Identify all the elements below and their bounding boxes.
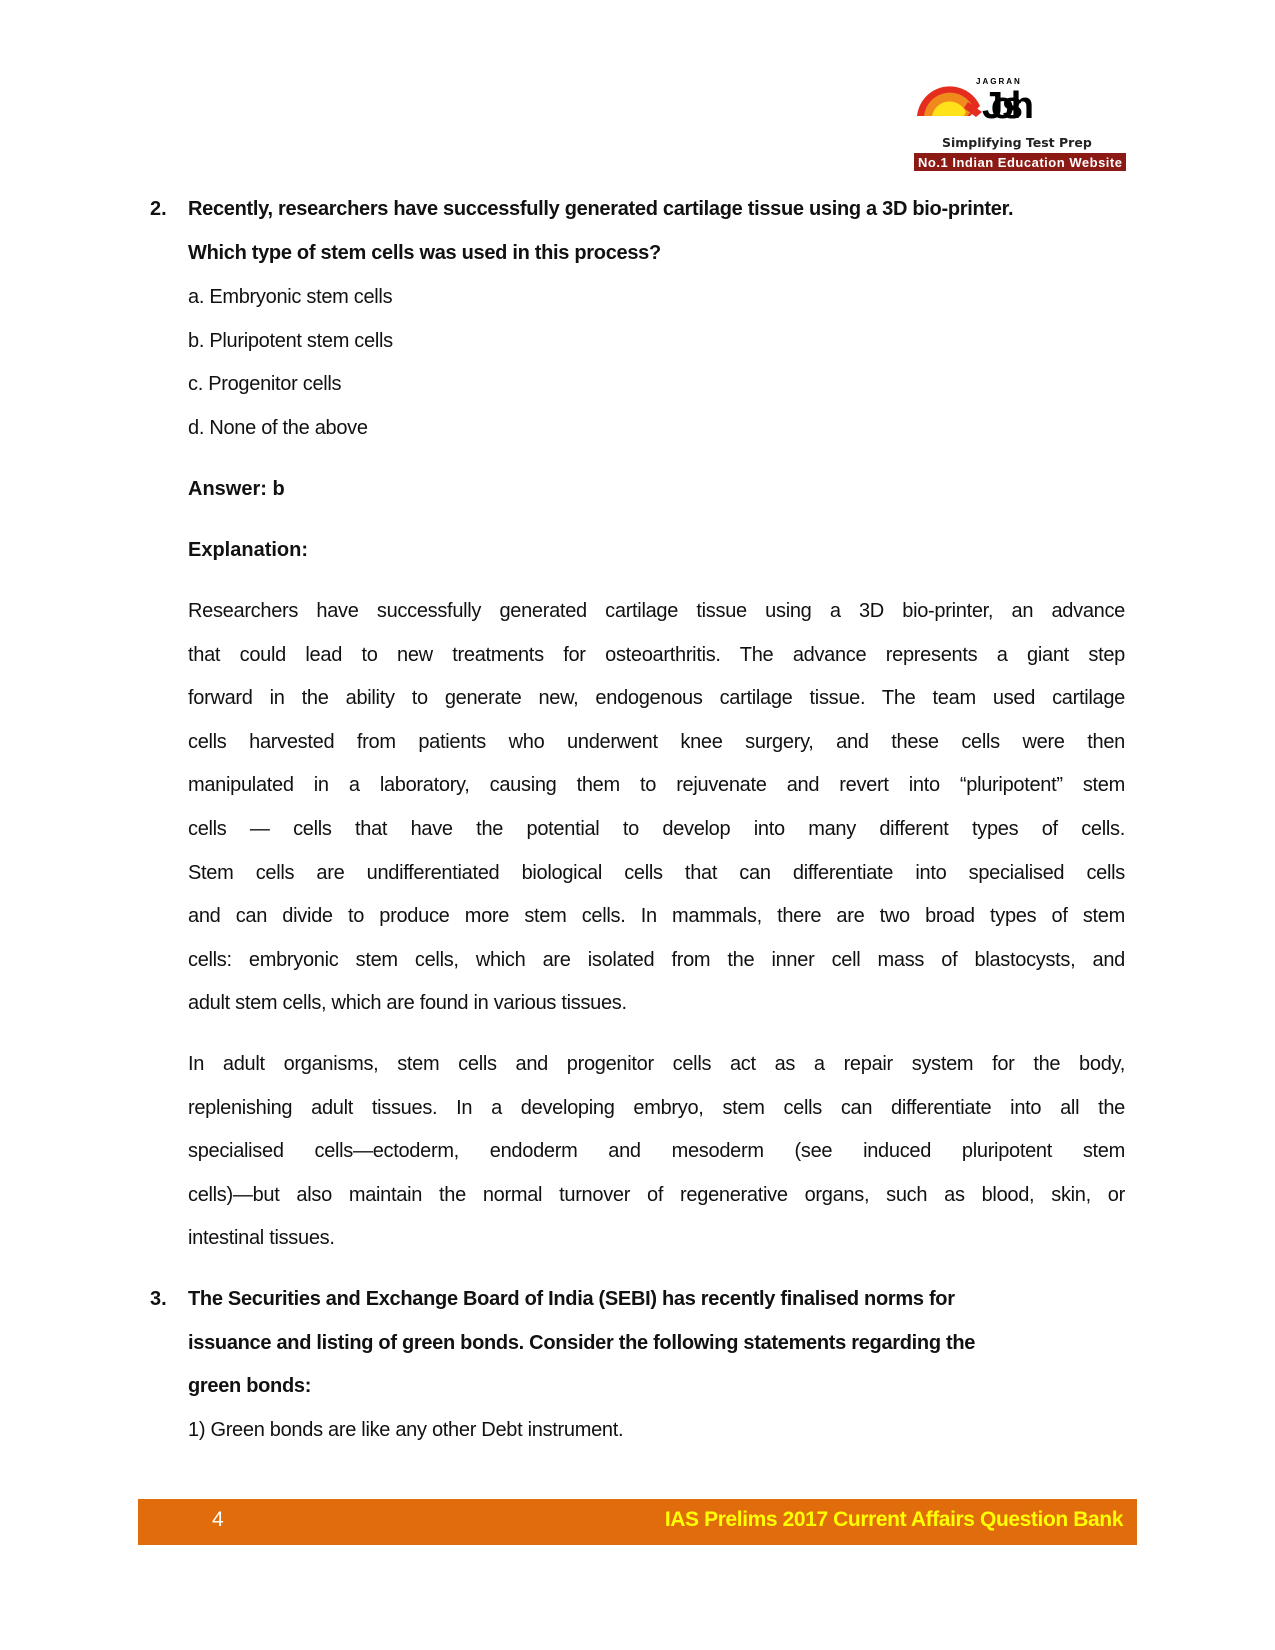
question-number: 3. [150, 1288, 167, 1310]
footer-title: IAS Prelims 2017 Current Affairs Question Bank [664, 1508, 1123, 1531]
statement-1: 1) Green bonds are like any other Debt instrument. [188, 1419, 624, 1441]
option-d: d. None of the above [188, 416, 368, 439]
text-line: and can divide to produce more stem cells. In mammals, there are two broad types of stem [188, 905, 1125, 928]
text-line: specialised cells—ectoderm, endoderm and mesoderm (see induced pluripotent stem [188, 1140, 1125, 1163]
svg-text:No.1 Indian Education Website: No.1 Indian Education Website [918, 155, 1122, 170]
option-c: c. Progenitor cells [188, 373, 342, 396]
text-line: cells)—but also maintain the normal turnover of regenerative organs, such as blood, skin, or [188, 1183, 1125, 1206]
question-2-text [188, 188, 1125, 275]
explanation-paragraph-2 [188, 1043, 1125, 1261]
question-3-statements [188, 1409, 1125, 1453]
svg-text:Josh: Josh [982, 85, 1034, 127]
logo-sun-icon [912, 76, 1126, 180]
question-2-options [188, 276, 1125, 450]
page-number: 4 [212, 1508, 224, 1531]
explanation-label: Explanation: [188, 539, 309, 561]
text-line: replenishing adult tissues. In a developing embryo, stem cells can differentiate into all the [188, 1096, 1125, 1119]
explanation-paragraph-1 [188, 590, 1125, 1026]
svg-text:JAGRAN: JAGRAN [976, 77, 1022, 86]
answer: Answer: b [188, 478, 285, 500]
text-line: Researchers have successfully generated cartilage tissue using a 3D bio-printer, an advance [188, 600, 1125, 622]
page-footer [138, 1499, 1137, 1545]
question-line: Recently, researchers have successfully generated cartilage tissue using a 3D bio-printer. [188, 198, 1014, 220]
text-line: In adult organisms, stem cells and progenitor cells act as a repair system for the body, [188, 1053, 1125, 1075]
text-line: cells — cells that have the potential to develop into many different types of cells. [188, 817, 1125, 840]
text-line: cells harvested from patients who underwent knee surgery, and these cells were then [188, 730, 1125, 753]
question-line: green bonds: [188, 1375, 312, 1398]
option-b: b. Pluripotent stem cells [188, 329, 393, 352]
text-line: manipulated in a laboratory, causing them to rejuvenate and revert into “pluripotent” stem [188, 774, 1125, 797]
text-line: adult stem cells, which are found in various tissues. [188, 992, 627, 1015]
text-line: Stem cells are undifferentiated biological cells that can differentiate into specialised cells [188, 861, 1125, 884]
jagran-josh-logo [912, 76, 1126, 180]
text-line: intestinal tissues. [188, 1227, 335, 1250]
svg-text:Simplifying Test Prep: Simplifying Test Prep [942, 135, 1092, 150]
text-line: forward in the ability to generate new, endogenous cartilage tissue. The team used cartilage [188, 687, 1125, 710]
text-line: that could lead to new treatments for osteoarthritis. The advance represents a giant step [188, 643, 1125, 666]
question-line: issuance and listing of green bonds. Consider the following statements regarding the [188, 1331, 976, 1354]
question-3-text [188, 1278, 1125, 1409]
question-line: Which type of stem cells was used in this process? [188, 241, 661, 264]
text-line: cells: embryonic stem cells, which are isolated from the inner cell mass of blastocysts, and [188, 948, 1125, 971]
question-line: The Securities and Exchange Board of India (SEBI) has recently finalised norms for [188, 1288, 955, 1310]
option-a: a. Embryonic stem cells [188, 286, 393, 308]
question-number: 2. [150, 198, 167, 220]
